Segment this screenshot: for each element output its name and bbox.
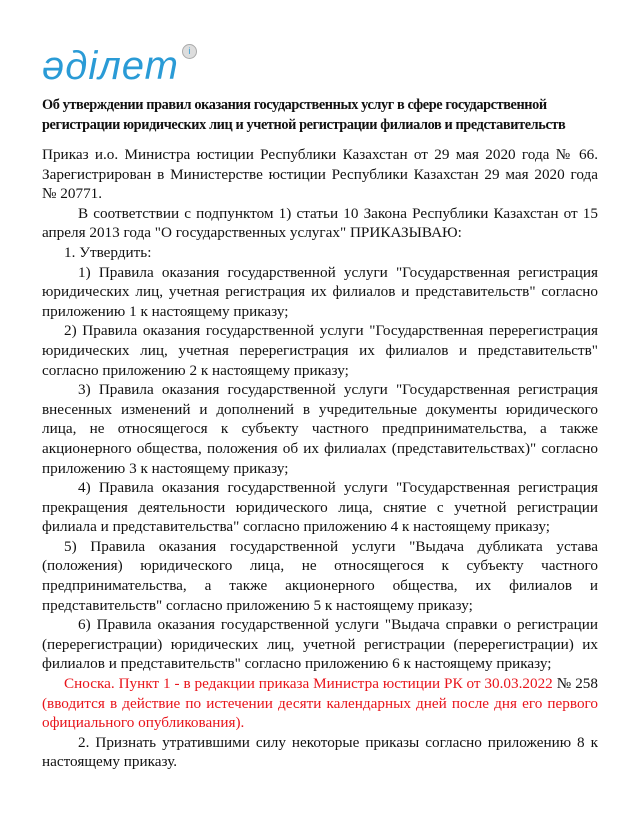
footnote	[42, 674, 598, 733]
subitem-6: 6) Правила оказания государственной услуги "Выдача справки о регистрации (перерегистрации) юридических лиц, учетной регистрации (перерегистрации) их филиалов и представительств" согласно приложению 6 к настоящему приказу;	[42, 616, 598, 673]
document-body	[42, 145, 598, 772]
subitem-1: 1) Правила оказания государственной услуги "Государственная регистрация юридических лиц, учетная регистрация их филиалов и представительств" согласно приложению 1 к настоящему приказу;	[42, 263, 598, 320]
document-title: Об утверждении правил оказания государственных услуг в сфере государственной регистрации юридических лиц и учетной регистрации филиалов и представительств	[42, 97, 566, 133]
intro-text: Приказ и.о. Министра юстиции Республики Казахстан от 29 мая 2020 года № 66. Зарегистрирован в Министерстве юстиции Республики Казахстан 29 мая 2020 года № 20771.	[42, 146, 598, 203]
footnote-order-link[interactable]: № 258	[556, 675, 598, 693]
subitem-3: 3) Правила оказания государственной услуги "Государственная регистрация внесенных изменений и дополнений в учредительные документы юридического лица, не относящегося к субъекту частного предпринимательства, а также акционерного общества, положения об их филиалах (представительствах)" согласно приложению 3 к настоящему приказу;	[42, 381, 598, 477]
subitem-5: 5) Правила оказания государственной услуги "Выдача дубликата устава (положения) юридического лица, не относящегося к субъекту частного предпринимательства, а также акционерного общества, их филиалов и представительств" согласно приложению 5 к настоящему приказу;	[42, 537, 598, 614]
subitem-4: 4) Правила оказания государственной услуги "Государственная регистрация прекращения деятельности юридического лица, снятие с учетной регистрации филиала и представительства" согласно приложению 4 к настоящему приказу;	[42, 479, 598, 536]
logo-text: әділет	[42, 44, 179, 88]
subitem-2: 2) Правила оказания государственной услуги "Государственная перерегистрация юридических лиц, учетная перерегистрация их филиалов и представительств" согласно приложению 2 к настоящему приказу;	[42, 322, 598, 379]
adilet-logo[interactable]	[42, 42, 598, 90]
item-2: 2. Признать утратившими силу некоторые приказы согласно приложению 8 к настоящему приказу.	[42, 733, 598, 771]
footnote-text-end: (вводится в действие по истечении десяти календарных дней после дня его первого официального опубликования).	[42, 694, 598, 732]
item-1: 1. Утвердить:	[64, 243, 152, 261]
info-dot-icon: i	[182, 44, 197, 59]
preamble: В соответствии с подпунктом 1) статьи 10 Закона Республики Казахстан от 15 апреля 2013 года "О государственных услугах" ПРИКАЗЫВАЮ:	[42, 204, 598, 242]
footnote-text: Сноска. Пункт 1 - в редакции приказа Министра юстиции РК от 30.03.2022	[64, 675, 557, 693]
